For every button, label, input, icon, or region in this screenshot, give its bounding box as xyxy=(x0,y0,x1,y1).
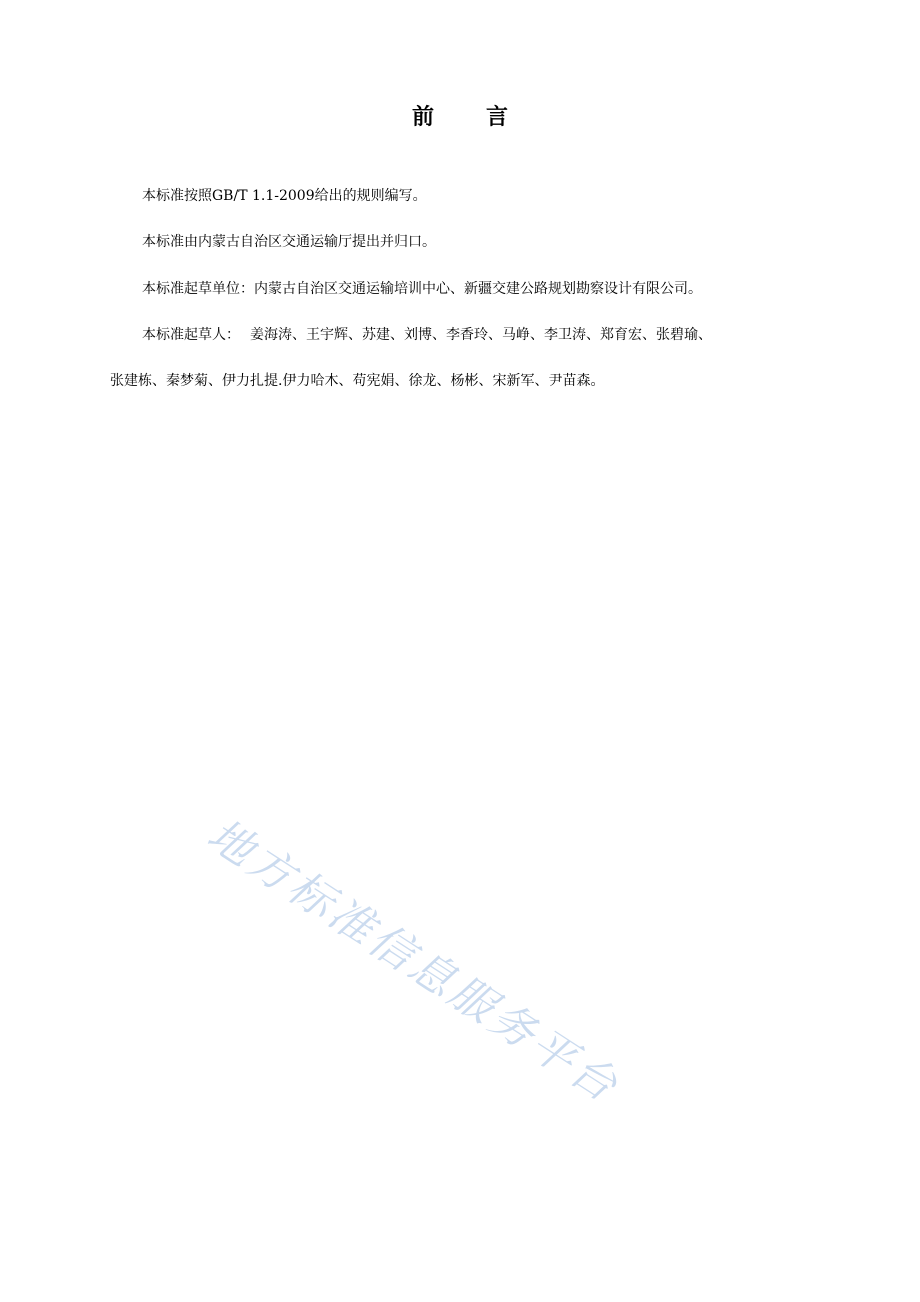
paragraph-drafters xyxy=(110,325,842,345)
paragraph-drafting-units: 本标准起草单位：内蒙古自治区交通运输培训中心、新疆交建公路规划勘察设计有限公司。 xyxy=(142,281,702,297)
title-char-2: 言 xyxy=(486,105,509,130)
paragraph-proposer: 本标准由内蒙古自治区交通运输厅提出并归口。 xyxy=(142,234,436,250)
drafters-names-line1: 姜海涛、王宇辉、苏建、刘博、李香玲、马峥、李卫涛、郑育宏、张碧瑜、 xyxy=(250,327,712,343)
title-char-1: 前 xyxy=(411,105,434,130)
drafters-label: 本标准起草人： xyxy=(142,327,240,343)
drafters-names-line2: 张建栋、秦梦菊、伊力扎提.伊力哈木、苟宪娟、徐龙、杨彬、宋新军、尹苗森。 xyxy=(110,373,605,389)
page-title xyxy=(0,100,920,131)
watermark-text: 地方标准信息服务平台 xyxy=(198,809,629,1114)
paragraph-drafting-rules: 本标准按照GB/T 1.1-2009给出的规则编写。 xyxy=(142,188,427,204)
